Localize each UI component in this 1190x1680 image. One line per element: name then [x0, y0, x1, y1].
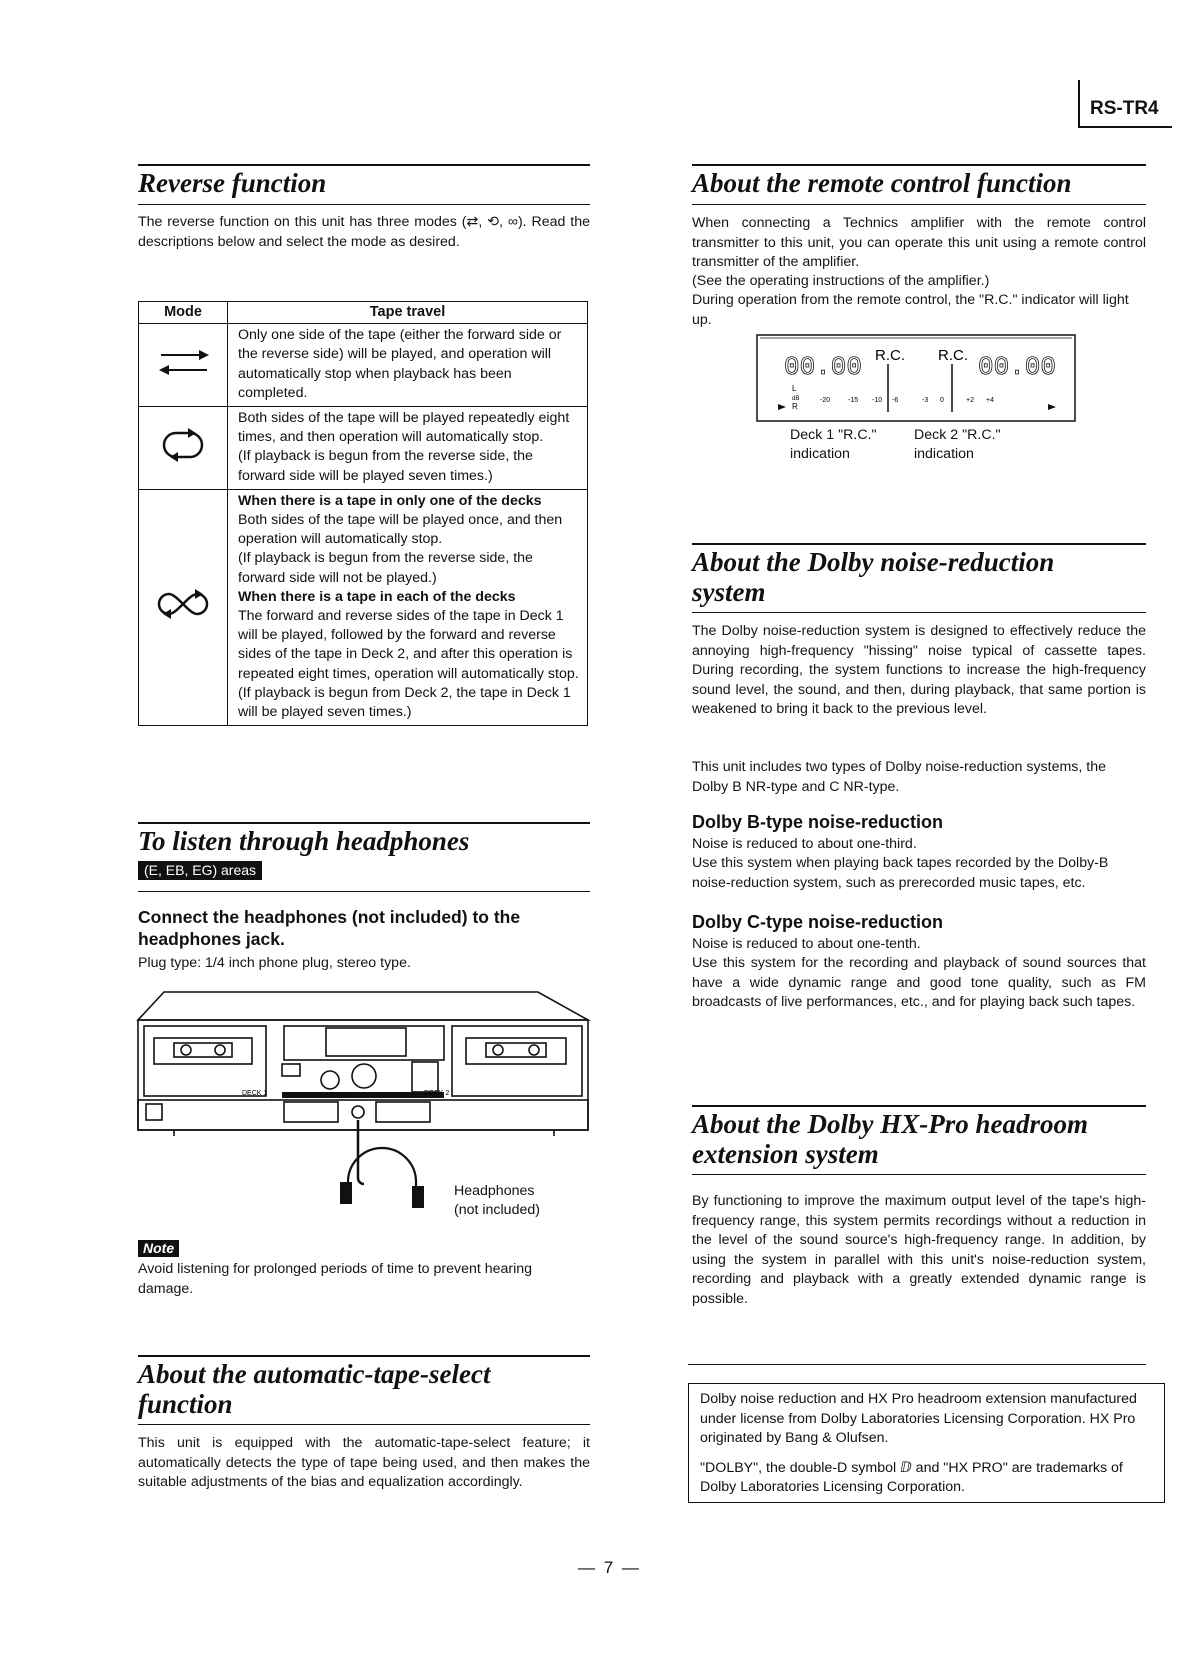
section-rule: [692, 543, 1146, 545]
play-right-icon: [1048, 404, 1056, 410]
channel-l: L: [792, 384, 797, 393]
not-included-callout: (not included): [454, 1202, 540, 1218]
deck1-rc-caption-2: indication: [790, 446, 850, 462]
dolby-c-text-2: Use this system for the recording and playback of sound sources that have a wide dynamic range and good tone quality, such as FM broadcasts of live performances, etc., and for playing back such tapes.: [692, 955, 1146, 1010]
auto-tape-title-2: function: [138, 1389, 233, 1419]
meter-scale-label: +2: [966, 397, 974, 404]
section-rule: [138, 1424, 590, 1425]
model-number: RS-TR4: [1090, 98, 1159, 119]
counter-left: 00.00: [784, 352, 863, 382]
hxpro-title-2: extension system: [692, 1139, 879, 1169]
mode-header: Mode: [139, 302, 228, 324]
row3-text2: (If playback is begun from the reverse side, the forward side will not be played.): [238, 550, 533, 586]
section-rule: [692, 1174, 1146, 1175]
rc-indicator-display: [756, 334, 1076, 422]
dolby-nr-title-1: About the Dolby noise-reduction: [692, 547, 1055, 577]
reverse-title: Reverse function: [138, 168, 327, 198]
license-text-1: Dolby noise reduction and HX Pro headroom extension manufactured under license from Dolby Laboratories Licensing Corporation. HX Pro originated by Bang & Olufsen.: [700, 1391, 1137, 1446]
table-row: [139, 324, 588, 407]
area-badge: (E, EB, EG) areas: [138, 861, 262, 880]
deck2-rc-caption: Deck 2 "R.C.": [914, 427, 1001, 443]
meter-scale-label: -10: [872, 397, 883, 404]
row3-heading2: When there is a tape in each of the decks: [238, 588, 516, 605]
one-way-arrows-icon: [139, 324, 228, 407]
headphones-callout: Headphones: [454, 1183, 535, 1199]
meter-scale-label: -20: [820, 397, 831, 404]
section-rule: [138, 204, 590, 205]
license-text-2: "DOLBY", the double-D symbol ⅅ and "HX PRO" are trademarks of Dolby Laboratories Licensing Corporation.: [700, 1459, 1123, 1495]
table-row: [139, 489, 588, 725]
meter-scale-label: 0: [940, 397, 944, 404]
row2-text: Both sides of the tape will be played repeatedly eight times, and then operation will automatically stop.: [238, 410, 570, 446]
meter-scale-label: +4: [986, 397, 994, 404]
headphones-title: To listen through headphones: [138, 826, 470, 856]
table-row: [139, 407, 588, 490]
deck1-label: DECK 1: [242, 1090, 268, 1097]
remote-text-3: During operation from the remote control, the "R.C." indicator will light up.: [692, 292, 1129, 328]
meter-scale-label: -3: [922, 397, 929, 404]
dolby-nr-title-2: system: [692, 577, 766, 607]
section-rule: [688, 1364, 1146, 1365]
reverse-intro: The reverse function on this unit has three modes (⇄, ⟲, ∞). Read the descriptions below and select the mode as desired.: [138, 214, 590, 250]
rc-right-label: R.C.: [938, 347, 968, 364]
rc-left-label: R.C.: [875, 347, 905, 364]
row3-text1: Both sides of the tape will be played once, and then operation will automatically stop.: [238, 512, 563, 548]
model-tag: [1078, 80, 1172, 128]
dolby-c-title: Dolby C-type noise-reduction: [692, 912, 944, 932]
row1-text: Only one side of the tape (either the forward side or the reverse side) will be played, and operation will automatically stop when playback has been completed.: [238, 327, 562, 401]
section-rule: [138, 1355, 590, 1357]
hxpro-title-1: About the Dolby HX-Pro headroom: [692, 1109, 1089, 1139]
page-number: — 7 —: [578, 1558, 641, 1577]
deck2-label: DECK 2: [424, 1090, 450, 1097]
row3-text4: (If playback is begun from Deck 2, the tape in Deck 1 will be played seven times.): [238, 684, 571, 721]
auto-tape-text: This unit is equipped with the automatic-tape-select feature; it automatically detects the type of tape being used, and then makes the suitable adjustments of the bias and equalization accordingly.: [138, 1435, 590, 1490]
remote-text-2: (See the operating instructions of the amplifier.): [692, 273, 990, 289]
dolby-nr-text-2: This unit includes two types of Dolby noise-reduction systems, the Dolby B NR-type and C NR-type.: [692, 759, 1106, 795]
note-text: Avoid listening for prolonged periods of time to prevent hearing damage.: [138, 1261, 533, 1297]
play-left-icon: [778, 404, 786, 410]
meter-scale-label: -6: [892, 397, 899, 404]
dolby-c-text-1: Noise is reduced to about one-tenth.: [692, 936, 921, 952]
deck2-rc-caption-2: indication: [914, 446, 974, 462]
repeat-loop-icon: [139, 407, 228, 490]
meter-scale-label: -15: [848, 397, 859, 404]
relay-loop-icon: [139, 489, 228, 725]
section-rule: [692, 164, 1146, 166]
row2-note: (If playback is begun from the reverse side, the forward side will be played seven times.): [238, 448, 533, 484]
counter-right: 00.00: [978, 352, 1057, 382]
section-rule: [138, 822, 590, 824]
license-box: [688, 1383, 1165, 1503]
section-rule: [692, 612, 1146, 613]
dolby-b-text-2: Use this system when playing back tapes recorded by the Dolby-B noise-reduction system, such as prerecorded music tapes, etc.: [692, 855, 1109, 891]
row3-heading1: When there is a tape in only one of the decks: [238, 492, 542, 509]
plug-type: Plug type: 1/4 inch phone plug, stereo type.: [138, 955, 411, 971]
remote-title: About the remote control function: [692, 168, 1072, 198]
section-rule: [138, 891, 590, 892]
headphones-subhead: Connect the headphones (not included) to the headphones jack.: [138, 907, 521, 949]
section-rule: [692, 204, 1146, 205]
dolby-nr-text-1: The Dolby noise-reduction system is designed to effectively reduce the annoying high-frequency "hissing" noise typical of cassette tapes. During recording, the system functions to increase the high-frequency sound level, the sound, and then, during playback, that same portion is weakened to bring it back to the previous level.: [692, 623, 1146, 717]
section-rule: [138, 164, 590, 166]
row3-text3: The forward and reverse sides of the tape in Deck 1 will be played, followed by the forward and reverse sides of the tape in Deck 2, and after this operation is repeated eight times, operation will automatically stop.: [238, 608, 579, 682]
hxpro-text: By functioning to improve the maximum output level of the tape's high-frequency range, this system permits recordings without a reduction in the level of the sound source's high-frequency range. In addition, by using the system in parallel with this unit's noise-reduction system, recording and playback with a greatly extended dynamic range is possible.: [692, 1193, 1146, 1307]
tape-travel-header: Tape travel: [228, 302, 588, 324]
mode-table: [138, 301, 588, 726]
remote-text-1: When connecting a Technics amplifier with the remote control transmitter to this unit, you can operate this unit using a remote control transmitter of the amplifier.: [692, 215, 1146, 270]
deck1-rc-caption: Deck 1 "R.C.": [790, 427, 877, 443]
channel-r: R: [792, 402, 798, 411]
dolby-b-title: Dolby B-type noise-reduction: [692, 812, 944, 832]
db-label: dB: [792, 396, 800, 402]
section-rule: [692, 1105, 1146, 1107]
note-badge: Note: [138, 1240, 179, 1257]
dolby-b-text-1: Noise is reduced to about one-third.: [692, 836, 917, 852]
auto-tape-title-1: About the automatic-tape-select: [138, 1359, 491, 1389]
